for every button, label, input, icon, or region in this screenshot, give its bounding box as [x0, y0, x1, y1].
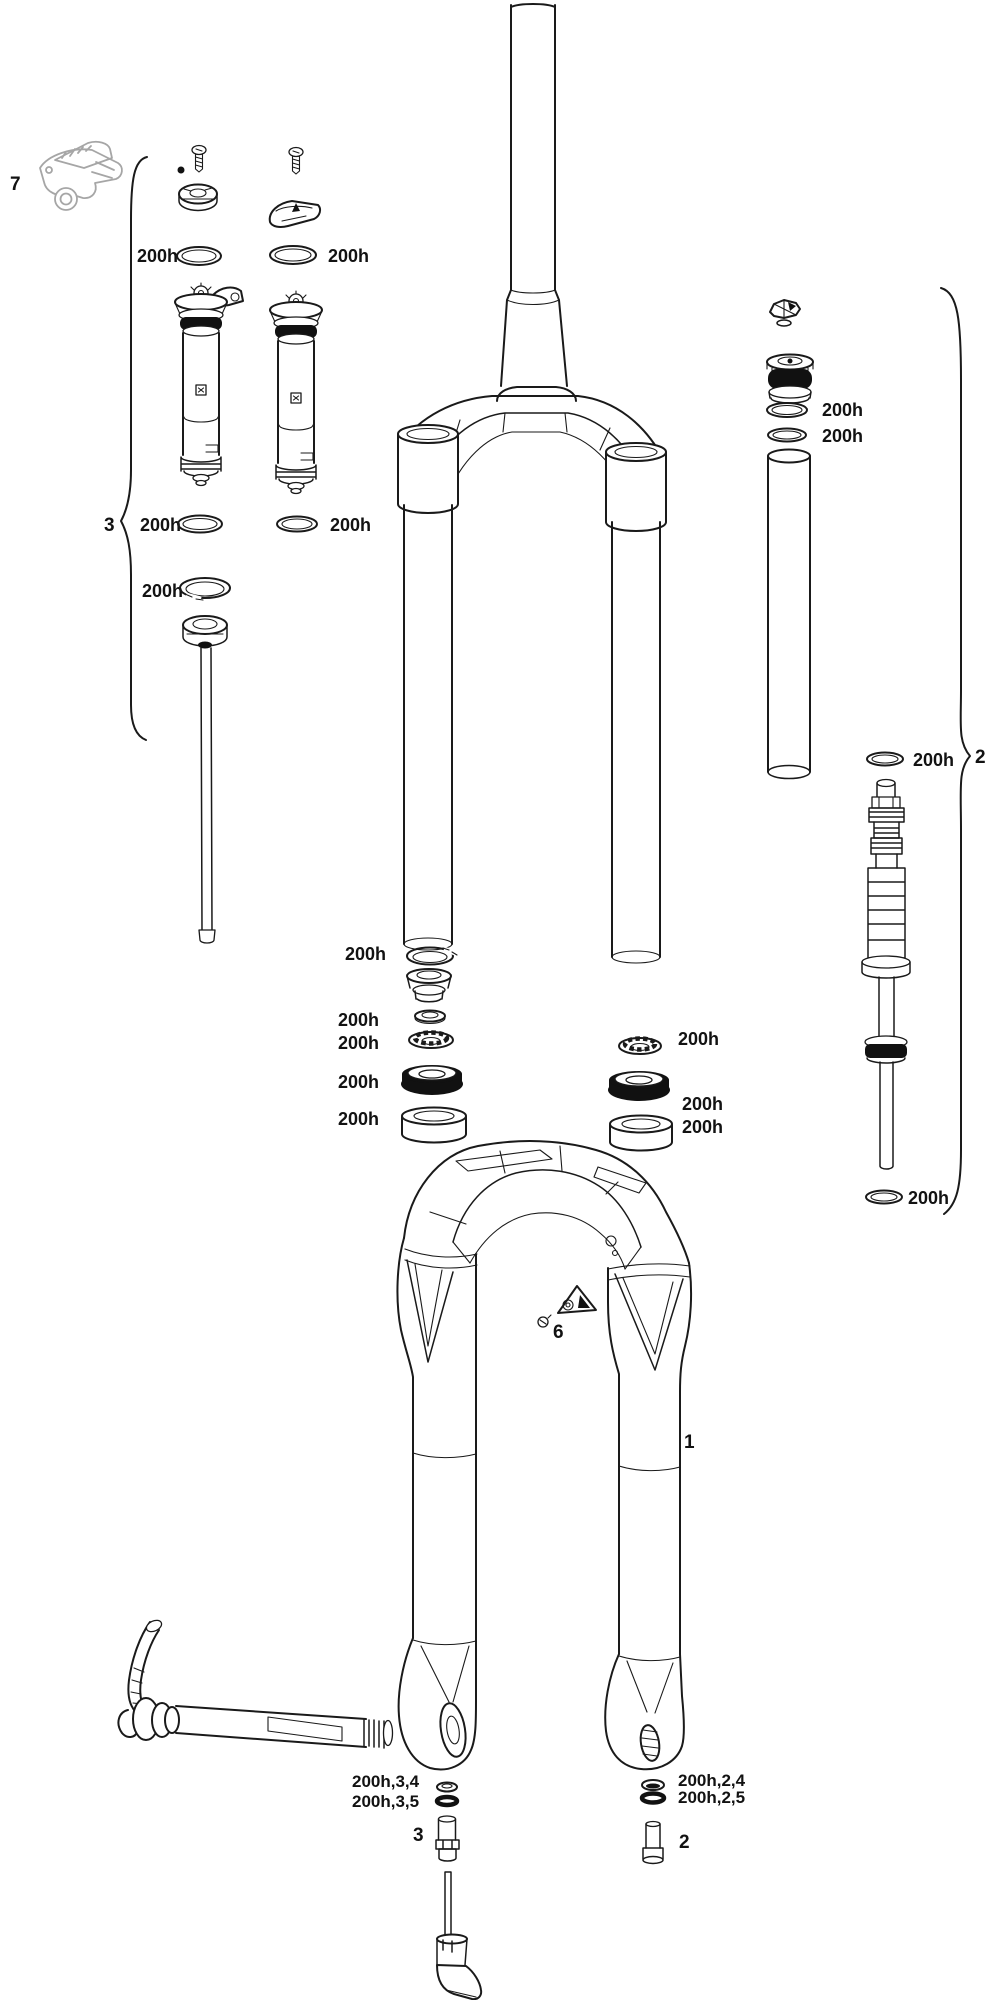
service-label: 200h	[682, 1094, 724, 1114]
seal-head-bushing	[407, 969, 451, 1002]
service-label: 200h	[328, 246, 370, 266]
service-label: 200h	[137, 246, 179, 266]
crush-washer-left	[437, 1783, 457, 1792]
crown-steerer-unit	[398, 4, 666, 531]
service-label: 200h	[678, 1029, 720, 1049]
callout-7: 7	[10, 174, 21, 195]
service-label: 200h	[908, 1188, 950, 1208]
air-piston-oring-top	[867, 753, 903, 766]
damper-piston-shaft	[183, 616, 227, 943]
air-shaft-tube	[768, 450, 810, 779]
seal-set-right	[608, 1038, 672, 1151]
service-label: 200h	[913, 750, 955, 770]
service-label: 200h	[140, 515, 182, 535]
air-piston-oring-bottom	[866, 1191, 902, 1204]
rebound-adjuster-knob	[179, 185, 217, 211]
stanchion-right	[612, 522, 660, 963]
flat-ring	[415, 1011, 445, 1024]
rebound-knob-screw	[178, 146, 207, 174]
air-top-cap	[767, 355, 813, 404]
damper-cartridge-remote	[175, 283, 243, 486]
rebound-adjuster-rod	[437, 1872, 481, 1999]
thru-axle	[118, 1618, 392, 1748]
seal-set-left	[401, 1032, 466, 1143]
valve-cap	[770, 300, 800, 326]
callout-2: 2	[975, 747, 986, 768]
service-label: 200h	[338, 1033, 380, 1053]
callout-bolt-2: 2	[679, 1832, 690, 1853]
stanchion-left	[404, 505, 452, 950]
service-label: 200h	[682, 1117, 724, 1137]
damper-oring-right	[277, 517, 317, 532]
air-shaft-bolt	[643, 1822, 663, 1864]
service-label: 200h	[338, 1010, 380, 1030]
bolt-oring-right	[642, 1794, 664, 1803]
glide-ring-split	[180, 578, 230, 600]
damper-cartridge-crown	[270, 291, 322, 494]
bolt-oring-left	[437, 1797, 457, 1805]
cable-guide	[538, 1286, 596, 1327]
service-label: 200h	[822, 400, 864, 420]
top-cap-oring-left	[177, 247, 221, 265]
service-label-224: 200h,2,4	[678, 1771, 746, 1790]
lockout-cap-screw	[289, 148, 303, 175]
service-label-334: 200h,3,4	[352, 1772, 420, 1791]
callout-6: 6	[553, 1322, 564, 1343]
service-label-335: 200h,3,5	[352, 1792, 420, 1811]
service-label: 200h	[345, 944, 387, 964]
service-label: 200h	[330, 515, 372, 535]
group-3-bracket	[121, 157, 147, 740]
service-label: 200h	[338, 1109, 380, 1129]
lockout-cam-lever	[270, 201, 320, 227]
callout-bolt-3: 3	[413, 1825, 424, 1846]
service-label: 200h	[142, 581, 184, 601]
remote-lockout-lever	[40, 142, 122, 210]
air-piston-assembly	[862, 780, 910, 1170]
service-label-225: 200h,2,5	[678, 1788, 746, 1807]
top-cap-oring-right	[270, 246, 316, 264]
rebound-shaft-bolt	[436, 1816, 459, 1861]
air-cap-oring-2	[768, 429, 806, 442]
callout-3: 3	[104, 515, 115, 536]
damper-oring-left	[178, 516, 222, 533]
crush-washer-right	[642, 1780, 664, 1790]
air-cap-oring-1	[767, 403, 807, 417]
service-label: 200h	[822, 426, 864, 446]
callout-1: 1	[684, 1432, 695, 1453]
lower-leg-assembly	[397, 1141, 691, 1769]
service-label: 200h	[338, 1072, 380, 1092]
